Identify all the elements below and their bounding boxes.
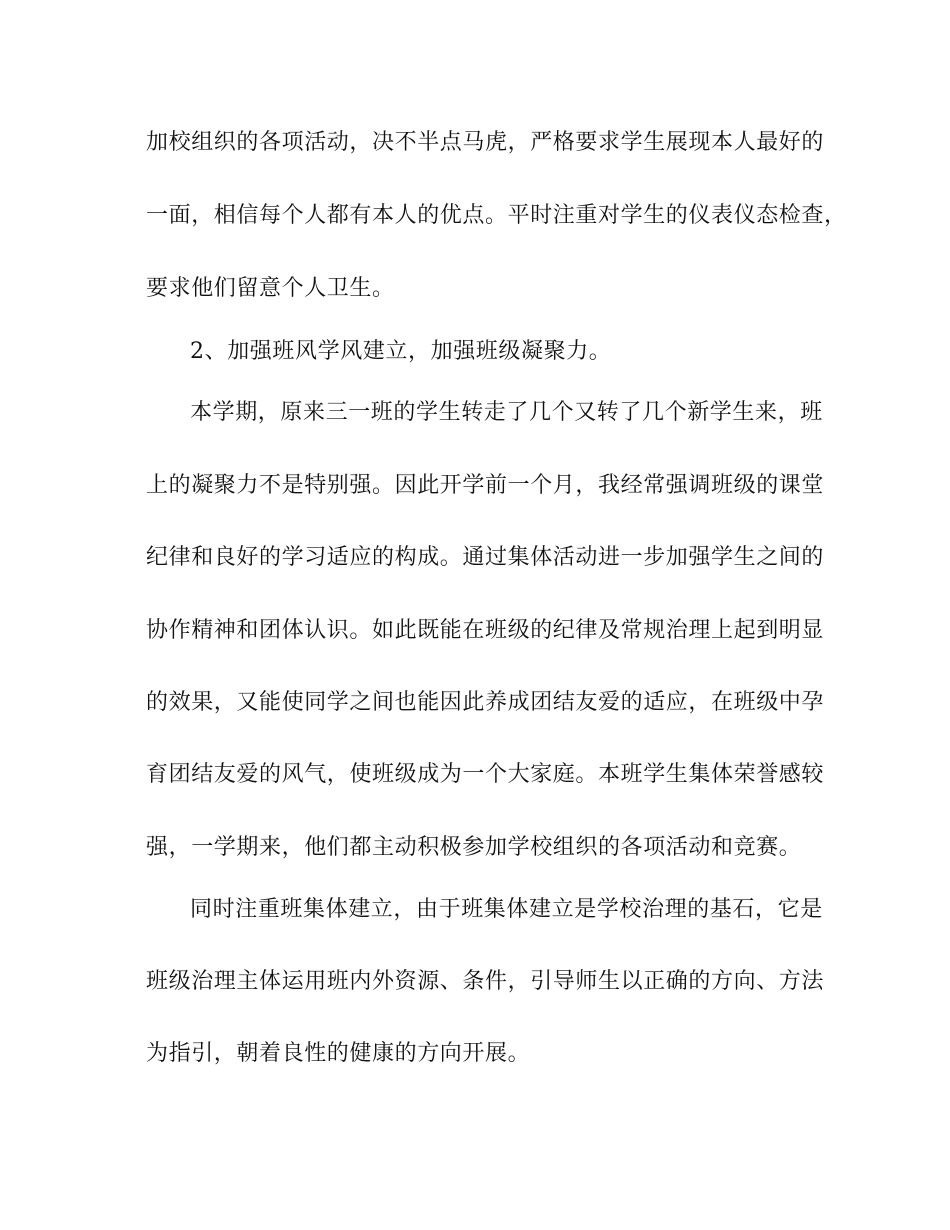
text-line: 一面，相信每个人都有本人的优点。平时注重对学生的仪表仪态检查， <box>146 203 847 228</box>
text-line: 上的凝聚力不是特别强。因此开学前一个月，我经常强调班级的课堂 <box>146 473 825 498</box>
text-line: 协作精神和团体认识。如此既能在班级的纪律及常规治理上起到明显 <box>146 618 825 643</box>
text-line: 加校组织的各项活动，决不半点马虎，严格要求学生展现本人最好的 <box>146 130 825 155</box>
text-line: 班级治理主体运用班内外资源、条件，引导师生以正确的方向、方法 <box>146 969 825 994</box>
text-line: 纪律和良好的学习适应的构成。通过集体活动进一步加强学生之间的 <box>146 545 825 570</box>
text-line: 本学期，原来三一班的学生转走了几个又转了几个新学生来，班 <box>190 400 823 425</box>
text-line: 同时注重班集体建立，由于班集体建立是学校治理的基石，它是 <box>190 897 823 922</box>
text-line: 强，一学期来，他们都主动积极参加学校组织的各项活动和竞赛。 <box>146 835 802 860</box>
text-line: 的效果，又能使同学之间也能因此养成团结友爱的适应，在班级中孕 <box>146 690 825 715</box>
section-heading: 2、加强班风学风建立，加强班级凝聚力。 <box>190 339 612 364</box>
text-line: 育团结友爱的风气，使班级成为一个大家庭。本班学生集体荣誉感较 <box>146 762 825 787</box>
text-line: 要求他们留意个人卫生。 <box>146 276 395 301</box>
text-line: 为指引，朝着良性的健康的方向开展。 <box>146 1041 531 1066</box>
